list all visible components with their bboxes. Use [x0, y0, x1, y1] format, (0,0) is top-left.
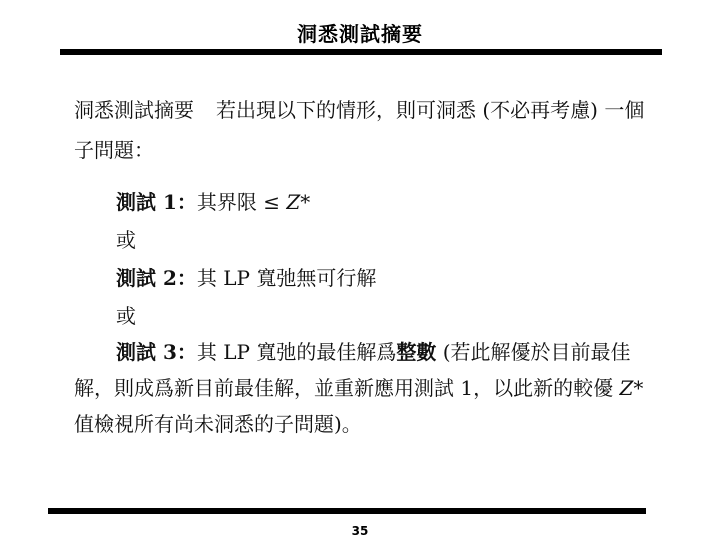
- test-3-continued-text: 解，則成爲新目前最佳解，並重新應用測試 1，以此新的較優: [74, 376, 620, 400]
- summary-heading: 洞悉測試摘要: [74, 98, 194, 122]
- test-3-text-a: 其 LP 寬弛的最佳解爲: [196, 340, 397, 364]
- test-2-line: [116, 264, 376, 292]
- test-1-line: [116, 188, 310, 216]
- summary-intro-line: [74, 96, 644, 124]
- test-3-label: 測試 3：: [116, 340, 197, 364]
- test-2-text: 其 LP 寬弛無可行解: [196, 266, 377, 290]
- test-3-integer-term: 整數: [396, 340, 437, 364]
- top-divider: [60, 49, 662, 55]
- or-connector-1: 或: [116, 228, 136, 252]
- page-number: 35: [351, 524, 369, 538]
- summary-intro-continued: 子問題：: [74, 138, 154, 162]
- test-3-z-star: Z*: [619, 376, 644, 400]
- test-3-final-line: 值檢視所有尚未洞悉的子問題)。: [74, 412, 362, 436]
- test-3-text-b: (若此解優於目前最佳: [436, 340, 631, 364]
- test-3-line: [116, 338, 631, 366]
- slide-title: 洞悉測試摘要: [297, 22, 423, 46]
- test-1-z-star: Z*: [286, 190, 311, 214]
- test-2-label: 測試 2：: [116, 266, 197, 290]
- or-connector-2: 或: [116, 304, 136, 328]
- test-1-label: 測試 1：: [116, 190, 197, 214]
- bottom-divider: [48, 508, 646, 514]
- test-1-text: 其界限 ≤: [196, 190, 287, 214]
- summary-intro-text: 若出現以下的情形，則可洞悉 (不必再考慮) 一個: [216, 98, 645, 122]
- test-3-continued-line: [74, 374, 643, 402]
